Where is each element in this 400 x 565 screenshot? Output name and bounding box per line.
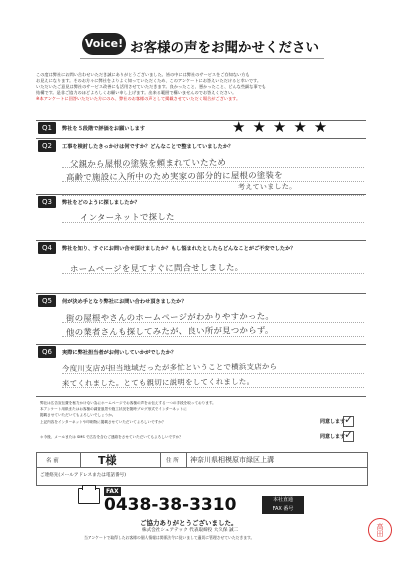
voice-badge [82,33,126,55]
consent-text-5: ＊今後、メールまたは SMS で広告を含むご連絡をさせていただいてもよろしいですか？ [40,435,183,439]
q4-text: 弊社を知り、すぐにお問い合せ頂けましたか？もし悩まれたとしたらどんなことがご不安でしたか？ [62,246,296,252]
agree-check-mark-1: ✓ [344,413,354,426]
q2-row [36,138,366,139]
stamp-seal [368,518,392,542]
q2-text: 工事を検討したきっかけは何ですか？どんなことで整ましていましたか？ [62,144,234,150]
address-label: 住 所 [166,458,179,464]
q3-number: Q3 [38,196,56,208]
fax-side-box [262,496,304,514]
consent-text-1: 弊社は広告宣伝費を極力かけない為にホームページでお客様の声をお伝えする一つの手段を取っております。 [40,401,216,405]
name-label: 名 前 [46,458,59,464]
q1-number: Q1 [38,122,56,134]
q2-answer-1: 父親から屋根の塗装を頼まれていたため [69,157,227,169]
footer-company: 株式会社シェアテック 代表取締役 大久保 誠二 [142,528,239,533]
q2-answer-3: 考えていました。 [237,182,297,192]
contact-label: ご連絡先(メールアドレスまたは電話番号) [40,473,127,478]
q6-answer-1: 今度川支店が担当地域だったが多忙ということで横浜支店から [61,361,278,374]
intro-text [36,72,366,102]
intro-line-4: 結構です。是非ご協力のほどよろしくお願い申し上げます。出来る範囲で構いませんのでお答えください。 [36,90,237,95]
q1-stars: ★★★★★ [232,118,335,136]
name-value: T様 [98,454,117,467]
consent-text-4: 上記内容をインターネットや印刷物に掲載させていただいてよろしいですか？ [40,420,166,424]
form-divider-h [36,467,367,468]
address-value: 神奈川県相模原市緑区上溝 [190,456,274,464]
agree-label-1: 同意します [320,419,346,425]
q4-row [36,240,366,241]
fax-side-line-1: 本社直通 [272,497,293,503]
q3-answer-1: インターネットで探した [79,211,175,223]
q3-row [36,194,366,195]
q5-row [36,293,366,294]
form-divider-v2 [160,452,161,467]
q2-line-3 [62,195,364,196]
intro-line-3: いただいたご意見は弊社のサービス改善にも活用させていただきます。良かったこと、悪かったこと、どんな些細な事でも [36,84,266,89]
consent-text-3: 掲載させていただいてもよろしいでしょうか。 [40,413,116,417]
agree-check-mark-2: ✓ [344,428,354,441]
fax-number: 0438-38-3310 [104,495,237,515]
footer-note: 当アンケートで取得したお客様の個人情報は関係法令に従いまして適切に管理させていただきます。 [84,535,255,540]
q6-answer-2: 来てくれました。とても親切に説明をしてくれました。 [61,376,255,389]
q1-text: 弊社を５段階で評価をお願いします [62,126,146,132]
q5-answer-1: 街の屋根やさんのホームページがわかりやすかった。 [65,310,275,324]
q4-answer-1: ホームページを見てすぐに問合せしました。 [69,262,244,274]
q4-number: Q4 [38,242,56,254]
fax-icon [78,488,100,504]
footer-thanks: ご協力ありがとうございました。 [140,519,238,527]
q3-text: 弊社をどのように探しましたか？ [62,200,140,206]
agree-label-2: 同意します [320,434,346,440]
q5-number: Q5 [38,295,56,307]
q5-answer-2: 他の業者さんも探してみたが、良い所が見つからず。 [65,324,274,338]
consent-text-2: 本アンケート用紙またはお客様の調査風景や施工状況を随時ブログ形式でインターネットに [40,407,187,411]
q2-number: Q2 [38,140,56,152]
page-title: お客様の声をお聞かせください [130,40,319,56]
title-underline [80,58,324,59]
fax-side-line-2: FAX 番号 [272,506,294,512]
q6-number: Q6 [38,346,56,358]
stamp-text: 高田 [376,523,384,537]
form-divider-v3 [186,452,187,467]
q5-text: 何が決め手となり弊社にお問い合わせ頂きましたか？ [62,299,187,305]
intro-line-1: この度は弊社にお問い合わせいただき誠にありがとうございました。皆の中には弊社のサービスをご存知ない方も [36,72,250,77]
q6-row [36,344,366,345]
q2-answer-2: 高齢で施設に入所中のため実家の部分的に屋根の塗装を [65,169,283,183]
form-divider-v1 [80,452,81,467]
q6-bottom-border [36,396,366,397]
intro-line-5: ※本アンケートに回答いただいた方にのみ、弊社のお客様の声として掲載させていただく場合がございます。 [36,96,241,101]
intro-line-2: お見えになります。そのお方々に弊社をよりよく知っていただくため、このアンケートにお答えいただけると幸いです。 [36,78,262,83]
voice-badge-label: Voice! [84,37,124,50]
fax-label: FAX [106,488,119,495]
q6-text: 実際に弊社担当者がお伺いしていかがでしたか？ [62,350,177,356]
